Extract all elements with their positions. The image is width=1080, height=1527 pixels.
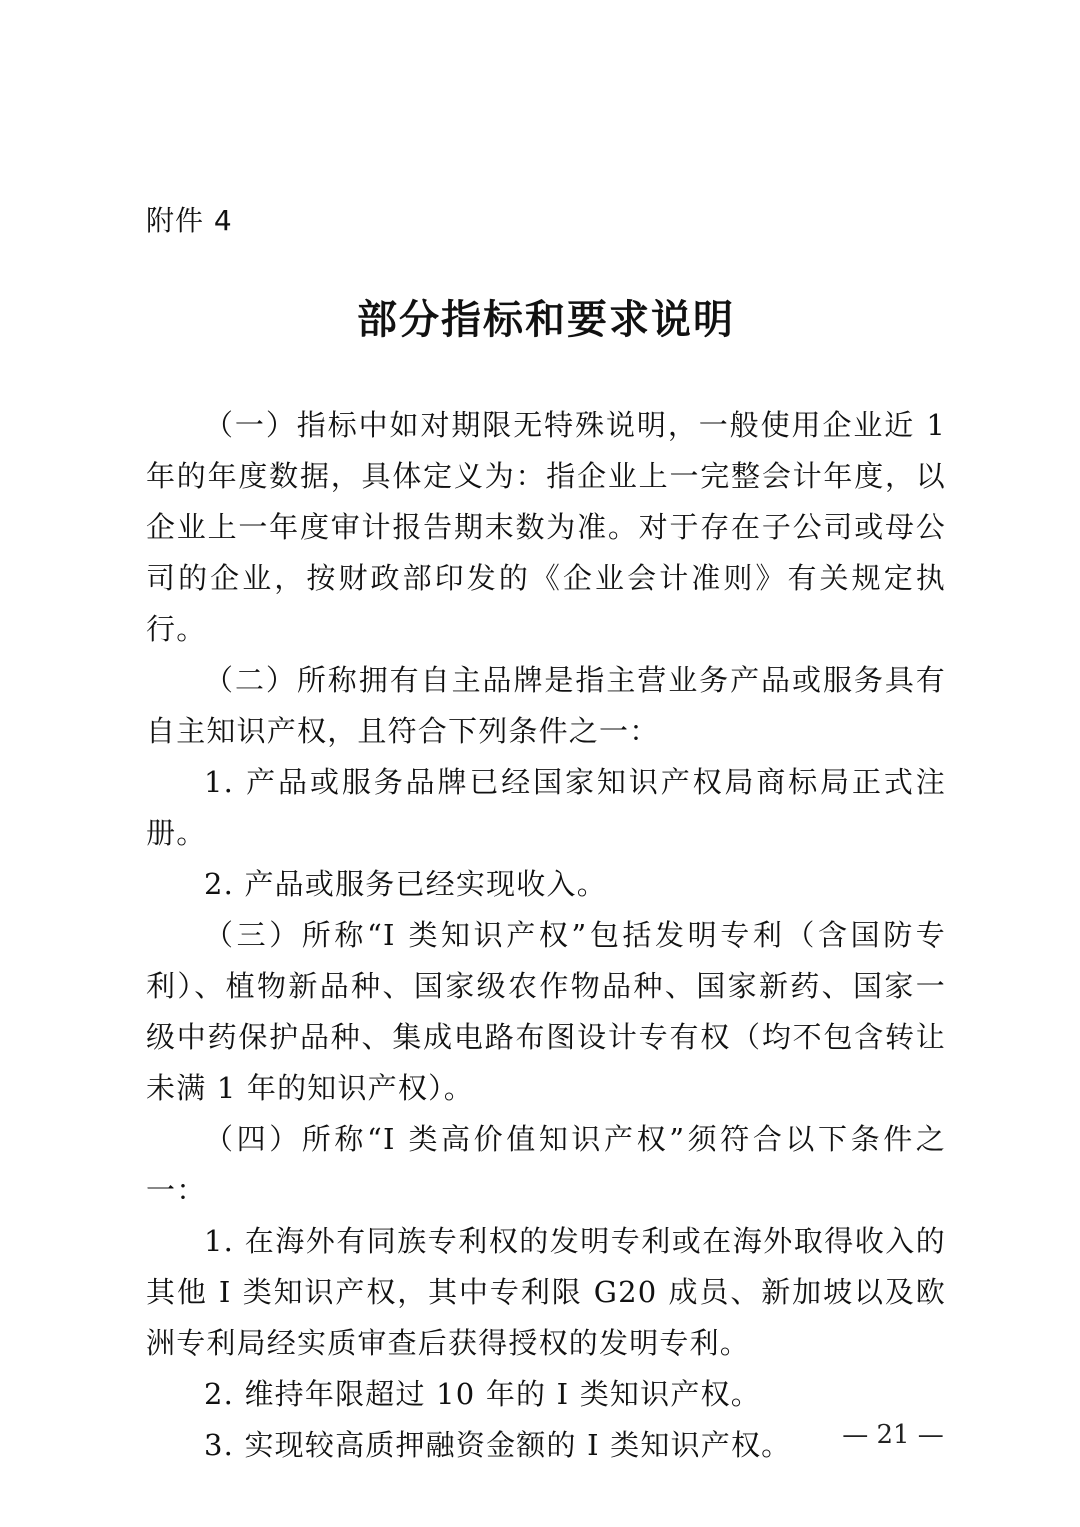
document-body — [146, 400, 946, 1471]
list-item-pledge-financing: 3. 实现较高质押融资金额的 I 类知识产权。 — [204, 1428, 792, 1462]
list-item-maintenance-years: 2. 维持年限超过 10 年的 I 类知识产权。 — [204, 1377, 761, 1411]
page-number: — 21 — — [842, 1420, 944, 1450]
paragraph-own-brand: （二）所称拥有自主品牌是指主营业务产品或服务具有自主知识产权，且符合下列条件之一： — [146, 663, 946, 748]
page-title: 部分指标和要求说明 — [357, 296, 735, 343]
list-item-revenue-realized: 2. 产品或服务已经实现收入。 — [204, 867, 607, 901]
paragraph-high-value-ip: （四）所称“I 类高价值知识产权”须符合以下条件之一： — [146, 1122, 946, 1207]
paragraph-period-definition: （一）指标中如对期限无特殊说明，一般使用企业近 1 年的年度数据，具体定义为：指企业上一完整会计年度，以企业上一年度审计报告期末数为准。对于存在子公司或母公司的企业，按财政部印发的《企业会计准则》有关规定执行。 — [146, 408, 946, 646]
list-item-overseas-patent: 1. 在海外有同族专利权的发明专利或在海外取得收入的其他 I 类知识产权，其中专利限 G20 成员、新加坡以及欧洲专利局经实质审查后获得授权的发明专利。 — [146, 1224, 946, 1360]
list-item-brand-registered: 1. 产品或服务品牌已经国家知识产权局商标局正式注册。 — [146, 765, 946, 850]
attachment-label: 附件 4 — [146, 204, 233, 237]
paragraph-class-i-ip: （三）所称“I 类知识产权”包括发明专利（含国防专利）、植物新品种、国家级农作物品种、国家新药、国家一级中药保护品种、集成电路布图设计专有权（均不包含转让未满 1 年的知识产权）。 — [146, 918, 946, 1105]
